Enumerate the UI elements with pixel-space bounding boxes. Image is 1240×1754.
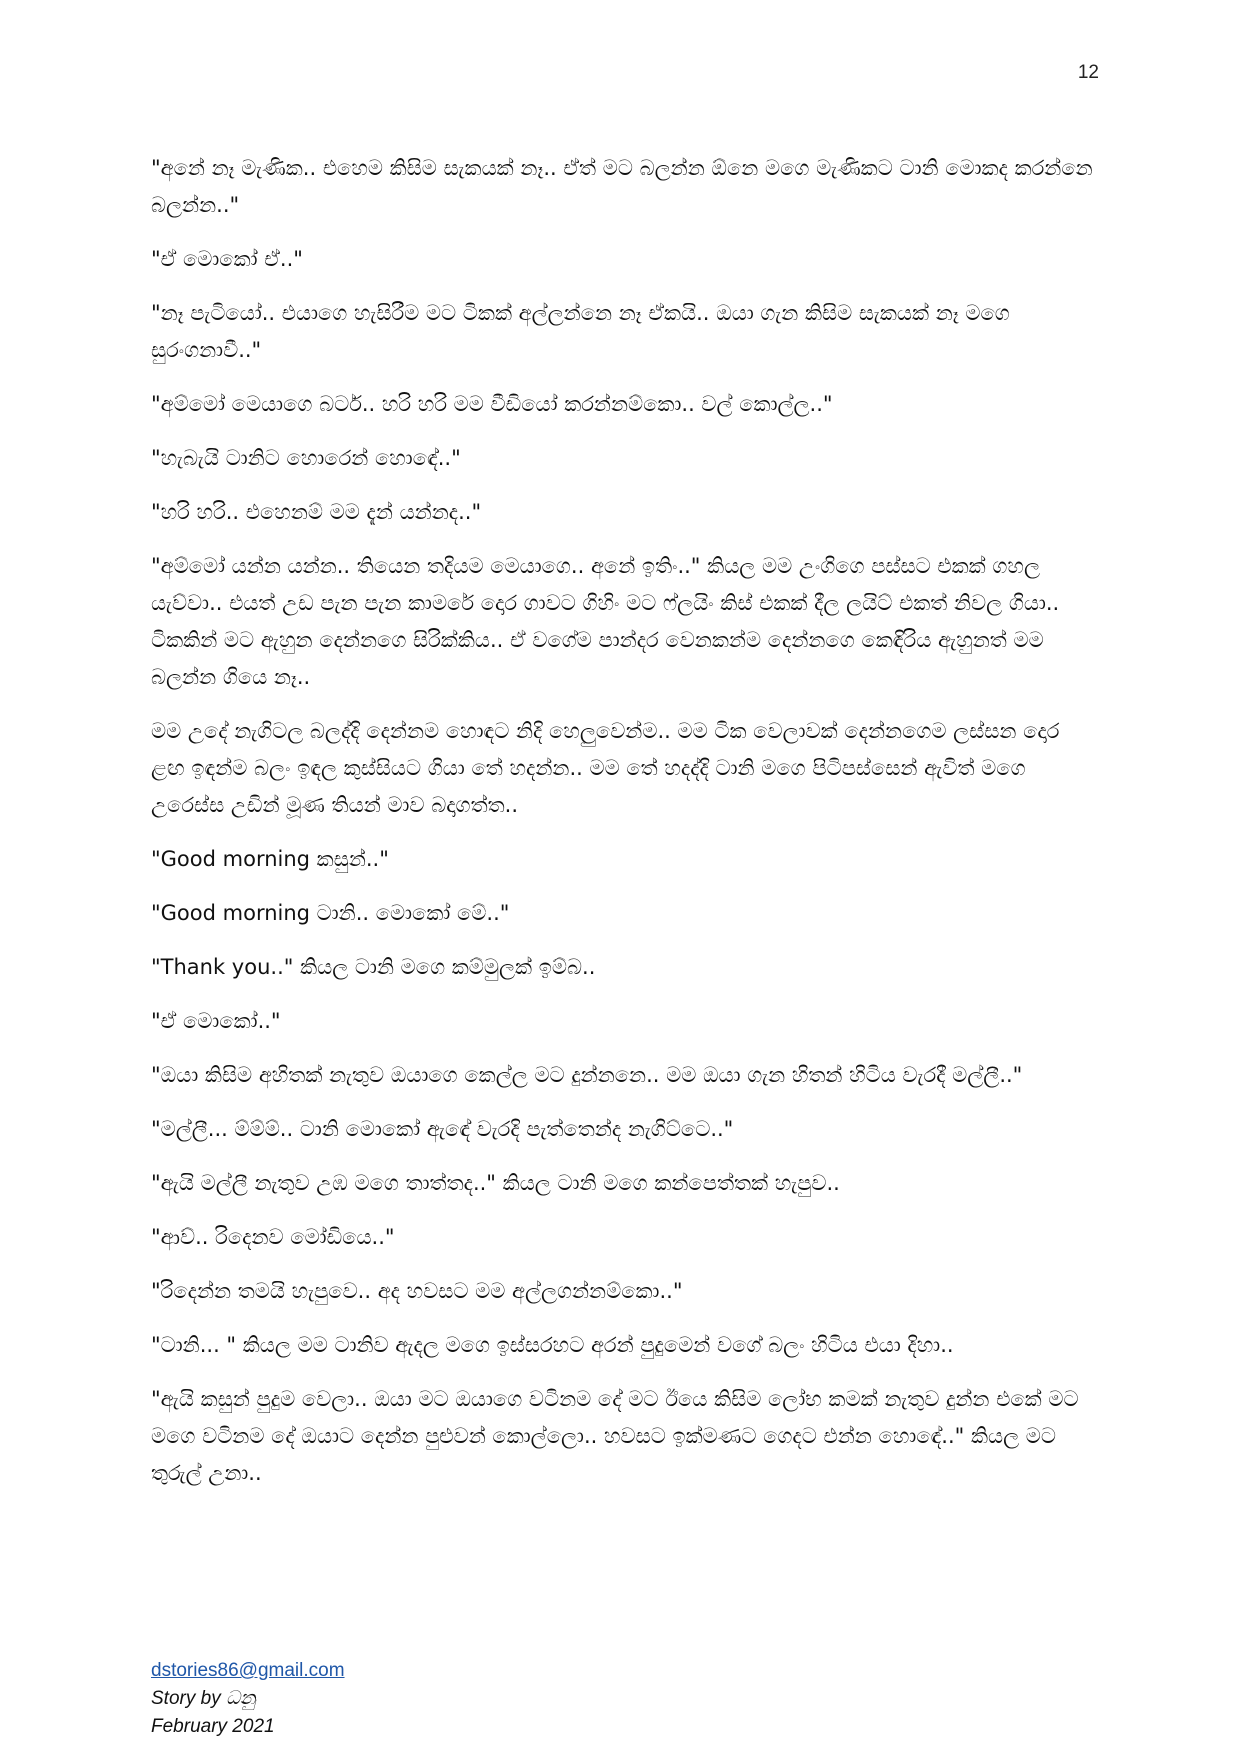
publish-date: February 2021 [151, 1716, 275, 1737]
author-email-link[interactable]: dstories86@gmail.com [151, 1660, 345, 1681]
paragraph-19: "ඇයි කසුන් පුදුම වෙලා.. ඔයා මට ඔයාගෙ වටිනම දේ මට ඊයෙ කිසිම ලෝභ කමක් නැතුව දුන්න එකේ මට මගෙ වටිනම දේ ඔයාට දෙන්න පුළුවන් කොල්ලො.. හවසට ඉක්මණට ගෙදට එන්න හොඳේ.." කියල මට තුරුල් උනා.. [151, 1387, 1079, 1485]
paragraph-3: "නෑ පැටියෝ.. එයාගෙ හැසිරීම මට ටිකක් අල්ලන්නෙ නෑ ඒකයි.. ඔයා ගැන කිසිම සැකයක් නෑ මගෙ සුරංගනාවී.." [151, 301, 1010, 362]
paragraph-15: "ඇයි මල්ලී නැතුව උඹ මගෙ තාත්තද.." කියල ටානි මගෙ කන්පෙත්තක් හැපුව.. [151, 1171, 840, 1195]
paragraph-14: "මල්ලී... ම්ම්ම්.. ටානි මොකෝ ඇඳේ වැරදි පැත්තෙන්ද නැගිට්ටෙ.." [151, 1117, 734, 1141]
footer [151, 1657, 345, 1741]
page-number: 12 [1077, 62, 1099, 83]
paragraph-13: "ඔයා කිසිම අහිතක් නැතුව ඔයාගෙ කෙල්ල මට දුන්නනෙ.. මම ඔයා ගැන හිතන් හිටිය වැරදී මල්ලී.." [151, 1063, 1023, 1087]
paragraph-6: "හරි හරි.. එහෙනම් මම දැන් යන්නද.." [151, 500, 482, 524]
paragraph-5: "හැබැයි ටානිට හොරෙන් හොඳේ.." [151, 446, 461, 470]
paragraph-8: මම උදේ නැගිටල බලද්දි දෙන්නම හොඳට නිදි හෙලුවෙන්ම.. මම ටික වෙලාවක් දෙන්නගෙම ලස්සන දොර ළඟ ඉඳන්ම බලං ඉඳල කුස්සියට ගියා තේ හදන්න.. මම තේ හදද්දි ටානි මගෙ පිටිපස්සෙන් ඇවිත් මගෙ උරෙස්ස උඩින් මූණ තියන් මාව බදාගත්ත.. [151, 719, 1060, 817]
paragraph-1: "අනේ නෑ මැණික.. එහෙම කිසිම සැකයක් නෑ.. ඒත් මට බලන්න ඕනෙ මගෙ මැණිකට ටානි මොකද කරන්නෙ බලන්න.." [151, 156, 1093, 217]
paragraph-17: "රිදෙන්න තමයි හැපුවෙ.. අද හවසට මම අල්ලගන්නම්කො.." [151, 1279, 683, 1303]
paragraph-16: "ආව්.. රිදෙනව මෝඩියෙ.." [151, 1225, 395, 1249]
paragraph-9: "Good morning කසුන්.." [151, 847, 389, 871]
paragraph-4: "අම්මෝ මෙයාගෙ බටර්.. හරි හරි මම වීඩියෝ කරන්නම්කො.. වල් කොල්ල.." [151, 392, 833, 416]
story-by-line: Story by ධනු [151, 1688, 256, 1709]
paragraph-18: "ටානි... " කියල මම ටානිව ඇදල මගෙ ඉස්සරහට අරන් පුදුමෙන් වගේ බලං හිටිය එයා දිහා.. [151, 1333, 954, 1357]
paragraph-12: "ඒ මොකෝ.." [151, 1009, 281, 1033]
paragraph-10: "Good morning ටානි.. මොකෝ මේ.." [151, 901, 510, 925]
paragraph-2: "ඒ මොකෝ ඒ.." [151, 247, 303, 271]
paragraph-7: "අම්මෝ යන්න යන්න.. තියෙන තදියම මෙයාගෙ.. අනේ ඉතිං.." කියල මම උංගිගෙ පස්සට එකක් ගහල යැව්වා.. එයත් උඩ පැන පැන කාමරේ දොර ගාවට ගිහිං මට ෆ්ලයිං කිස් එකක් දීල ලයිට් එකත් නිවල ගියා.. ටිකකින් මට ඇහුන දෙන්නගෙ සිරික්කිය.. ඒ වගේම පාන්දර වෙනකන්ම දෙන්නගෙ කෙඳිරිය ඇහුනත් මම බලන්න ගියෙ නෑ.. [151, 554, 1060, 689]
paragraph-11: "Thank you.." කියල ටානි මගෙ කම්මුලක් ඉම්බ.. [151, 955, 596, 979]
story-body [151, 150, 1096, 1509]
